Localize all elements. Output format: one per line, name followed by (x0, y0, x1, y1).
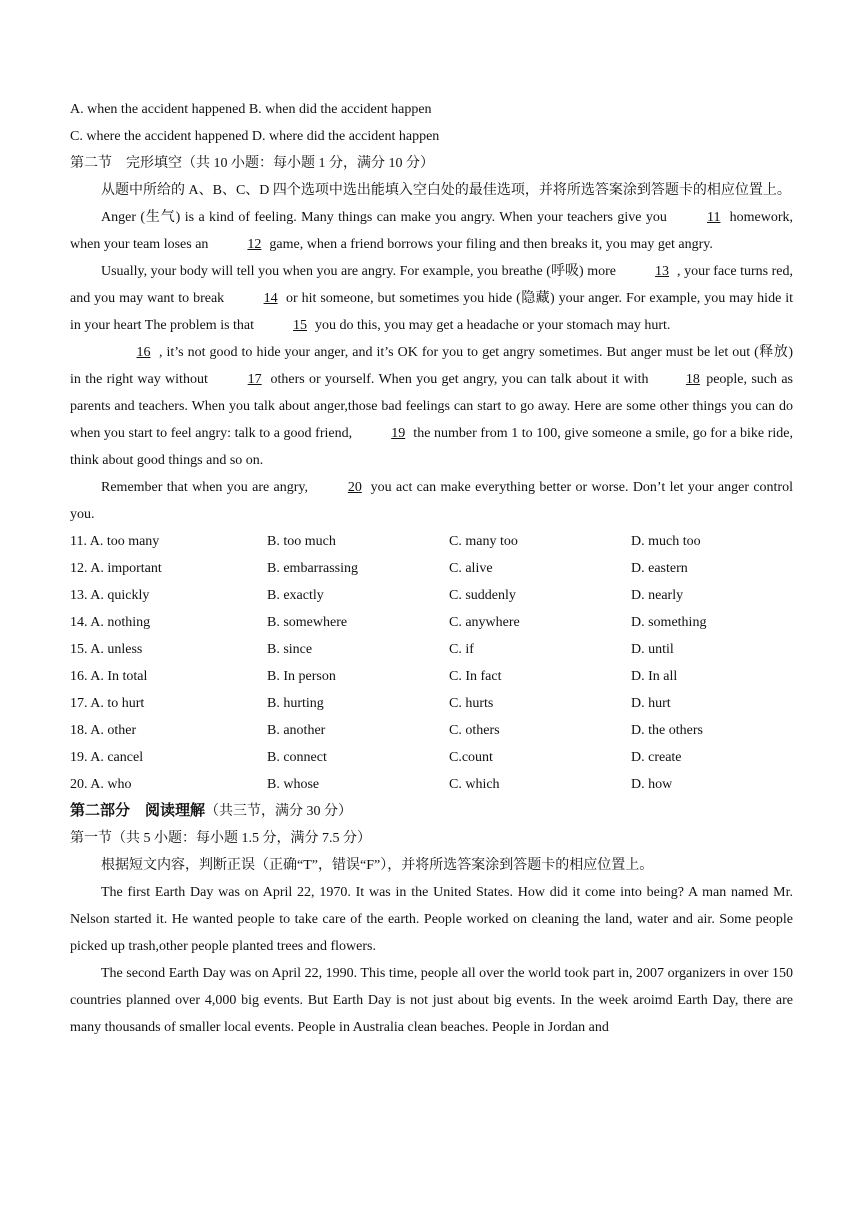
blank-11: 11 (706, 210, 721, 225)
option-d: D. something (631, 615, 707, 630)
blank-14: 14 (263, 291, 278, 306)
blank-20: 20 (347, 480, 362, 495)
cloze-paragraph-2 (70, 258, 793, 339)
reading-paragraph-2: The second Earth Day was on April 22, 1990. This time, people all over the world took part in, 2007 organizers in over 150 countries planned over 4,000 big events. But Earth Day is not just about big events. In the week aroimd Earth Day, there are many thousands of smaller local events. People in Australia clean beaches. People in Jordan and (70, 966, 793, 1035)
text-run: or hit someone, but sometimes you hide (隐藏) your anger. For example, you may hide it in your heart The problem is that (70, 291, 793, 333)
text-run: homework, when your team loses an (70, 210, 793, 252)
option-d: D. until (631, 642, 674, 657)
option-row (70, 744, 793, 771)
option-a: 19. A. cancel (70, 750, 144, 765)
option-b: B. hurting (267, 696, 324, 711)
option-d: D. hurt (631, 696, 671, 711)
cloze-instructions: 从题中所给的 A、B、C、D 四个选项中选出能填入空白处的最佳选项，并将所选答案涂到答题卡的相应位置上。 (101, 183, 791, 198)
option-b: B. In person (267, 669, 336, 684)
option-c: C. if (449, 642, 474, 657)
option-a: 14. A. nothing (70, 615, 151, 630)
option-row (70, 717, 793, 744)
option-b: B. whose (267, 777, 320, 792)
prev-options-line-2: C. where the accident happened D. where did the accident happen (70, 129, 440, 144)
option-a: 18. A. other (70, 723, 137, 738)
option-c: C. alive (449, 561, 493, 576)
option-row (70, 582, 793, 609)
option-b: B. embarrassing (267, 561, 358, 576)
part-title-bold: 第二部分 阅读理解 (70, 803, 206, 819)
option-c: C.count (449, 750, 493, 765)
option-b: B. somewhere (267, 615, 348, 630)
option-a: 12. A. important (70, 561, 162, 576)
cloze-paragraph-3 (70, 339, 793, 474)
text-run: the number from 1 to 100, give someone a smile, go for a bike ride, think about good things and so on. (70, 426, 794, 468)
reading-instructions: 根据短文内容，判断正误（正确“T”，错误“F”），并将所选答案涂到答题卡的相应位置上。 (101, 858, 654, 873)
cloze-paragraph-1 (70, 204, 793, 258)
blank-12: 12 (247, 237, 262, 252)
blank-19: 19 (391, 426, 406, 441)
option-c: C. others (449, 723, 500, 738)
option-a: 17. A. to hurt (70, 696, 145, 711)
cloze-section-title: 第二节 完形填空（共 10 小题：每小题 1 分，满分 10 分） (70, 156, 434, 171)
option-row (70, 663, 793, 690)
option-c: C. In fact (449, 669, 502, 684)
option-a: 16. A. In total (70, 669, 148, 684)
blank-16: 16 (136, 345, 151, 360)
option-c: C. which (449, 777, 500, 792)
option-row (70, 771, 793, 798)
option-d: D. In all (631, 669, 678, 684)
text-run: you do this, you may get a headache or your stomach may hurt. (311, 318, 671, 333)
text-run: game, when a friend borrows your filing and then breaks it, you may get angry. (265, 237, 713, 252)
text-run: people, such as parents and teachers. When you talk about anger,those bad feelings can start to go away. Here are some other things you can do when you start to feel angry: talk to a good friend, (70, 372, 793, 441)
blank-13: 13 (655, 264, 670, 279)
text-run: you act can make everything better or worse. Don’t let your anger control you. (70, 480, 793, 522)
option-d: D. nearly (631, 588, 684, 603)
option-c: C. many too (449, 534, 518, 549)
blank-17: 17 (247, 372, 262, 387)
text-run: others or yourself. When you get angry, you can talk about it with (266, 372, 653, 387)
text-run: Remember that when you are angry, (101, 480, 313, 495)
reading-part-title (70, 798, 793, 825)
reading-paragraph-1: The first Earth Day was on April 22, 1970. It was in the United States. How did it come into being? A man named Mr. Nelson started it. He wanted people to take care of the earth. People worked on cleaning the land, water and air. Some people picked up trash,other people planted trees and flowers. (70, 885, 793, 954)
option-a: 15. A. unless (70, 642, 143, 657)
prev-options-line-1: A. when the accident happened B. when did the accident happen (70, 102, 432, 117)
options-table (70, 528, 793, 798)
text-run: , your face turns red, and you may want to break (70, 264, 794, 306)
option-row (70, 528, 793, 555)
option-d: D. much too (631, 534, 701, 549)
cloze-paragraph-4 (70, 474, 793, 528)
option-row (70, 690, 793, 717)
option-d: D. how (631, 777, 673, 792)
option-c: C. suddenly (449, 588, 516, 603)
part-title-rest: （共三节，满分 30 分） (205, 804, 353, 819)
option-b: B. since (267, 642, 313, 657)
reading-section-1-title: 第一节（共 5 小题：每小题 1.5 分，满分 7.5 分） (70, 831, 371, 846)
option-d: D. eastern (631, 561, 688, 576)
option-d: D. create (631, 750, 682, 765)
option-b: B. too much (267, 534, 336, 549)
option-b: B. another (267, 723, 326, 738)
option-row (70, 555, 793, 582)
option-row (70, 636, 793, 663)
exam-page (70, 96, 793, 1041)
option-row (70, 609, 793, 636)
option-c: C. hurts (449, 696, 494, 711)
option-b: B. connect (267, 750, 327, 765)
option-a: 13. A. quickly (70, 588, 150, 603)
option-b: B. exactly (267, 588, 324, 603)
blank-15: 15 (293, 318, 308, 333)
option-a: 11. A. too many (70, 534, 160, 549)
text-run: Usually, your body will tell you when you are angry. For example, you breathe (呼吸) more (101, 264, 620, 279)
text-run: , it’s not good to hide your anger, and it’s OK for you to get angry sometimes. But anger must be let out (释放) in the right way without (70, 345, 793, 387)
blank-18: 18 (685, 372, 700, 387)
text-run: Anger (生气) is a kind of feeling. Many things can make you angry. When your teachers give you (101, 210, 672, 225)
option-d: D. the others (631, 723, 703, 738)
option-c: C. anywhere (449, 615, 520, 630)
option-a: 20. A. who (70, 777, 132, 792)
